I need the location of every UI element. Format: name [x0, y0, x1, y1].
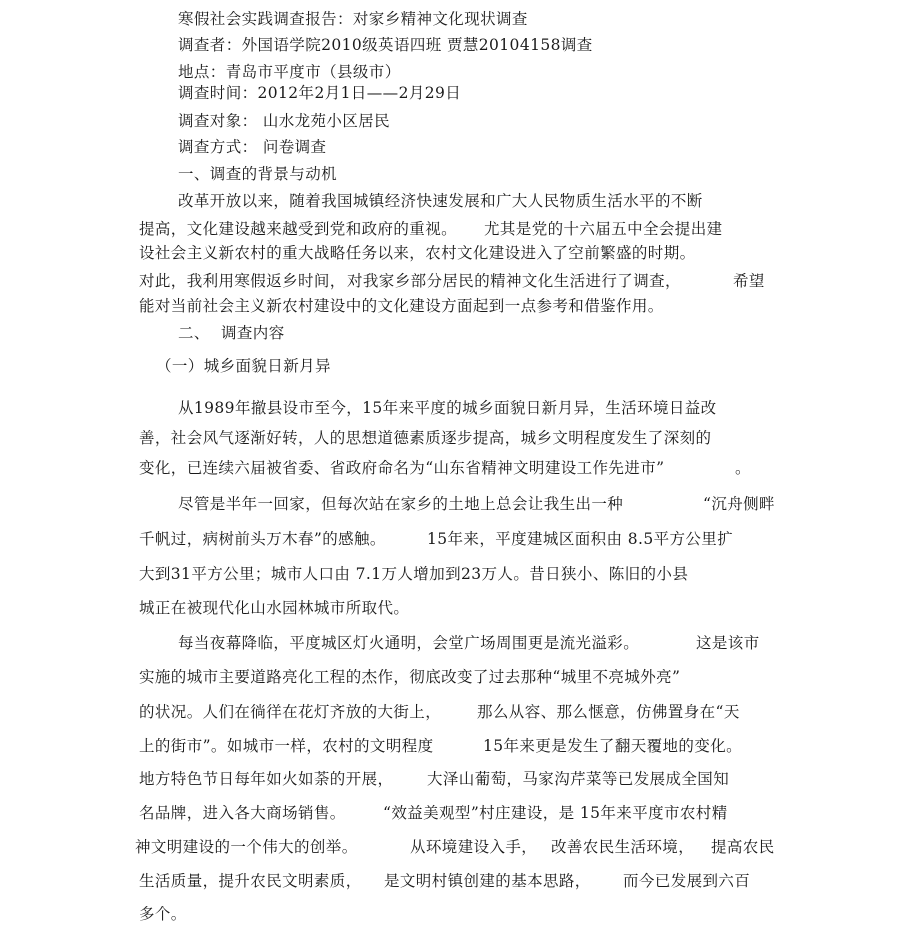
- time-line: 调查时间：2012年2月1日——2月29日: [178, 84, 462, 102]
- paragraph-line: 上的街市”。如城市一样，农村的文明程度: [139, 737, 434, 755]
- paragraph-line: 名品牌，进入各大商场销售。: [139, 804, 346, 822]
- paragraph-line: 。: [735, 459, 751, 477]
- paragraph-line: 每当夜幕降临，平度城区灯火通明，会堂广场周围更是流光溢彩。: [178, 634, 640, 652]
- paragraph-line: 设社会主义新农村的重大战略任务以来，农村文化建设进入了空前繁盛的时期。: [139, 244, 696, 262]
- paragraph-line: 地方特色节日每年如火如荼的开展，: [139, 770, 394, 788]
- paragraph-line: “沉舟侧畔: [703, 495, 775, 513]
- paragraph-line: 的状况。人们在徜徉在花灯齐放的大街上，: [139, 703, 442, 721]
- paragraph-line: 这是该市: [696, 634, 760, 652]
- section2-heading-number: 二、: [178, 324, 210, 342]
- location-line: 地点：青岛市平度市（县级市）: [178, 63, 401, 81]
- paragraph-line: 善，社会风气逐渐好转，人的思想道德素质逐步提高，城乡文明程度发生了深刻的: [139, 429, 712, 447]
- paragraph-line: “效益美观型”村庄建设，是 15年来平度市农村精: [383, 804, 728, 822]
- paragraph-line: 而今已发展到六百: [623, 872, 751, 890]
- paragraph-line: 改善农民生活环境，: [551, 838, 695, 856]
- paragraph-line: 实施的城市主要道路亮化工程的杰作，彻底改变了过去那种“城里不亮城外亮”: [139, 668, 681, 686]
- investigator-line: 调查者：外国语学院2010级英语四班 贾慧20104158调查: [178, 36, 593, 54]
- paragraph-line: 对我家乡部分居民的精神文化生活进行了调查，: [347, 272, 681, 290]
- paragraph-line: 那么从容、那么惬意，仿佛置身在“天: [477, 703, 740, 721]
- paragraph-line: 能对当前社会主义新农村建设中的文化建设方面起到一点参考和借鉴作用。: [139, 297, 664, 315]
- paragraph-line: 千帆过，病树前头万木春”的感触。: [139, 530, 386, 548]
- paragraph-line: 变化，已连续六届被省委、省政府命名为“山东省精神文明建设工作先进市”: [139, 459, 665, 477]
- paragraph-line: 提高，文化建设越来越受到党和政府的重视。: [139, 220, 458, 238]
- report-title: 寒假社会实践调查报告：对家乡精神文化现状调查: [178, 10, 528, 28]
- paragraph-line: 尤其是党的十六届五中全会提出建: [484, 220, 723, 238]
- paragraph-line: 15年来更是发生了翻天覆地的变化。: [483, 737, 743, 755]
- paragraph-line: 大到31平方公里；城市人口由 7.1万人增加到23万人。昔日狭小、陈旧的小县: [139, 565, 689, 583]
- paragraph-line: 神文明建设的一个伟大的创举。: [135, 838, 358, 856]
- paragraph-line: 城正在被现代化山水园林城市所取代。: [139, 599, 410, 617]
- subject-line: 调查对象： 山水龙苑小区居民: [178, 112, 391, 130]
- paragraph-line: 从环境建设入手，: [410, 838, 538, 856]
- paragraph-line: 对此，我利用寒假返乡时间，: [139, 272, 346, 290]
- paragraph-line: 尽管是半年一回家，但每次站在家乡的土地上总会让我生出一种: [178, 495, 624, 513]
- section2-heading: 调查内容: [221, 324, 285, 342]
- method-line: 调查方式： 问卷调查: [178, 138, 327, 156]
- paragraph-line: 希望: [733, 272, 765, 290]
- paragraph-line: 是文明村镇创建的基本思路，: [384, 872, 591, 890]
- paragraph-line: 提高农民: [711, 838, 775, 856]
- paragraph-line: 15年来，平度建城区面积由 8.5平方公里扩: [427, 530, 734, 548]
- paragraph-line: 从1989年撤县设市至今，15年来平度的城乡面貌日新月异，生活环境日益改: [178, 399, 717, 417]
- subsection1-heading: （一）城乡面貌日新月异: [156, 357, 331, 375]
- section1-heading: 一、调查的背景与动机: [178, 165, 338, 183]
- paragraph-line: 生活质量，提升农民文明素质，: [139, 872, 362, 890]
- paragraph-line: 大泽山葡萄，马家沟芹菜等已发展成全国知: [427, 770, 730, 788]
- paragraph-line: 改革开放以来，随着我国城镇经济快速发展和广大人民物质生活水平的不断: [178, 192, 703, 210]
- paragraph-line: 多个。: [139, 905, 187, 923]
